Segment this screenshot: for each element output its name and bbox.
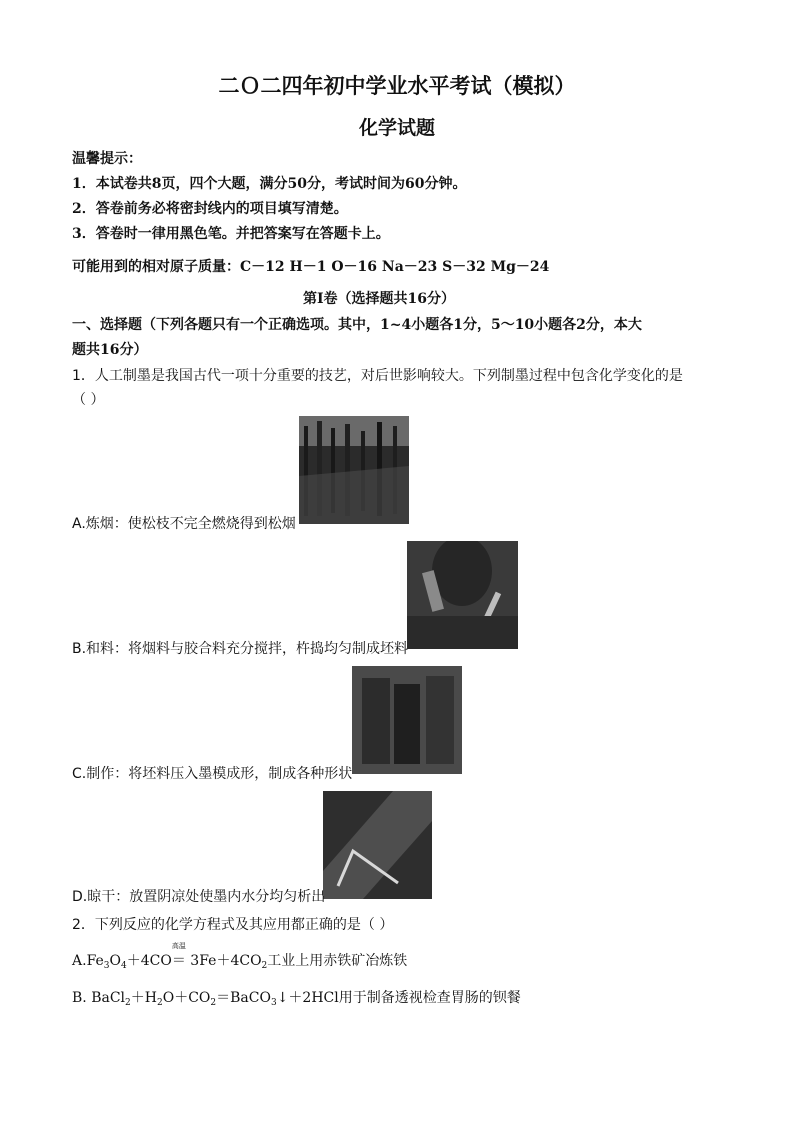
q2-b-sub2a: 2 <box>125 998 131 1008</box>
q2-a-prefix: A. <box>72 953 87 969</box>
tips-heading: 温馨提示： <box>72 151 142 167</box>
q2-b-use: 用于制备透视检查胃肠的钡餐 <box>338 990 521 1006</box>
tip-item-1: 1．本试卷共8页，四个大题，满分50分，考试时间为60分钟。 <box>72 176 467 192</box>
section-heading: 第Ⅰ卷（选择题共16分） <box>303 291 456 307</box>
q2-b-h-post: O＋CO <box>162 990 211 1006</box>
drying-photo <box>323 791 432 899</box>
tip-item-3: 3．答卷时一律用黑色笔。并把答案写在答题卡上。 <box>72 226 390 242</box>
q2-b-bacl: BaCl <box>91 990 126 1006</box>
atomic-masses: 可能用到的相对原子质量：C－12 H－1 O－16 Na－23 S－32 Mg－24 <box>72 259 550 275</box>
q2-b-sub3: 3 <box>270 998 277 1008</box>
exam-title: 二Ｏ二四年初中学业水平考试（模拟） <box>218 73 576 98</box>
q2-a-fe: Fe <box>86 953 104 969</box>
q2-a-co: ＋4CO <box>126 953 172 969</box>
q1-option-d: D.晾干：放置阴凉处使墨内水分均匀析出 <box>72 889 326 905</box>
mixing-photo <box>407 541 518 649</box>
q2-a-products: 3Fe＋4CO <box>185 953 262 969</box>
q1-option-b: B.和料：将烟料与胶合料充分搅拌，杵捣均匀制成坯料 <box>72 641 409 657</box>
q2-b-prefix: B. <box>72 990 92 1006</box>
q2-a-eq: ＝ <box>171 953 186 969</box>
q2-b-eq: ＝BaCO <box>216 990 271 1006</box>
section-instruction-line2: 题共16分） <box>72 342 148 358</box>
q2-a-sub4: 4 <box>121 961 127 971</box>
q2-b-h-pre: ＋H <box>130 990 157 1006</box>
q2-b-rest: ↓＋2HCl <box>276 990 339 1006</box>
exam-subtitle: 化学试题 <box>358 117 435 139</box>
q1-option-c: C.制作：将坯料压入墨模成形，制成各种形状 <box>72 766 353 782</box>
q1-blank: （ ） <box>72 392 105 408</box>
section-instruction-line1: 一、选择题（下列各题只有一个正确选项。其中，1~4小题各1分，5～10小题各2分，本大 <box>72 317 642 333</box>
smoke-refining-photo <box>299 416 409 524</box>
mold-photo <box>352 666 462 774</box>
q2-a-o: O <box>109 953 122 969</box>
q2-a-condition: 高温 <box>171 942 186 950</box>
q2-stem: 2．下列反应的化学方程式及其应用都正确的是（ ） <box>72 917 394 933</box>
q1-option-a: A.炼烟：使松枝不完全燃烧得到松烟 <box>72 516 296 532</box>
q2-a-use: 工业上用赤铁矿冶炼铁 <box>267 953 408 969</box>
q2-b-sub2c: 2 <box>210 998 217 1008</box>
q2-b-sub2b: 2 <box>156 998 163 1008</box>
q2-option-a <box>72 942 408 971</box>
tip-item-2: 2．答卷前务必将密封线内的项目填写清楚。 <box>72 201 348 217</box>
q2-a-sub3: 3 <box>103 961 110 971</box>
q2-a-sub2: 2 <box>261 961 268 971</box>
q2-option-b <box>72 987 521 1007</box>
q2-a-equals <box>171 942 186 970</box>
q1-stem: 1．人工制墨是我国古代一项十分重要的技艺，对后世影响较大。下列制墨过程中包含化学变化的是 <box>72 368 683 384</box>
